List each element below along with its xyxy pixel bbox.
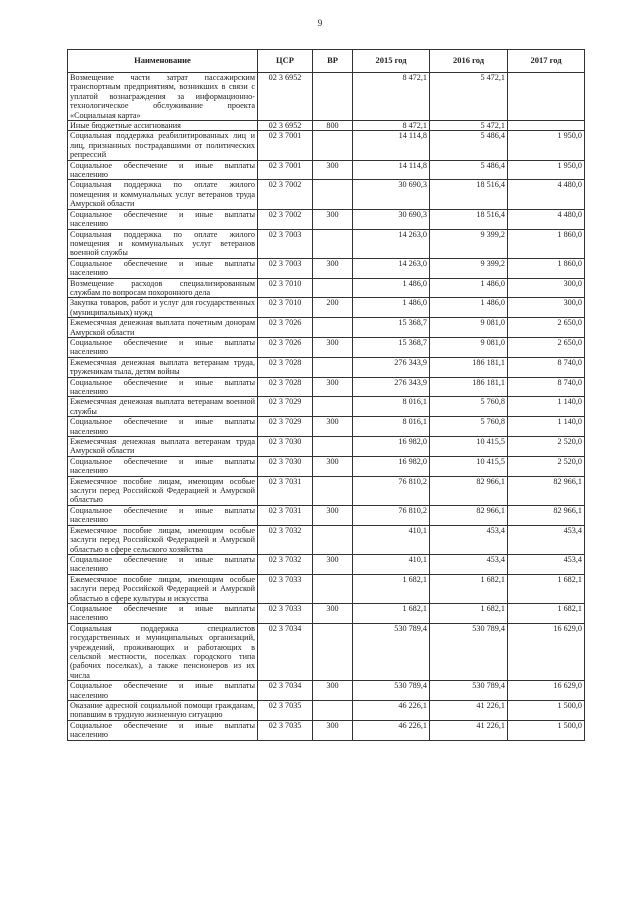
table-row <box>68 417 585 437</box>
table-row <box>68 574 585 603</box>
cell-2015: 76 810,2 <box>353 505 430 525</box>
cell-csr: 02 3 7034 <box>258 623 313 680</box>
cell-vr: 300 <box>313 505 353 525</box>
cell-csr: 02 3 7032 <box>258 525 313 554</box>
cell-2017: 2 520,0 <box>508 456 585 476</box>
cell-vr <box>313 318 353 338</box>
table-row <box>68 278 585 298</box>
cell-name: Социальное обеспечение и иные выплаты населению <box>68 160 258 180</box>
cell-vr: 200 <box>313 298 353 318</box>
cell-2016: 41 226,1 <box>430 701 508 721</box>
cell-vr: 300 <box>313 377 353 397</box>
table-body <box>68 73 585 741</box>
cell-name: Ежемесячная денежная выплата ветеранам труда, труженикам тыла, детям войны <box>68 357 258 377</box>
cell-2016: 9 081,0 <box>430 318 508 338</box>
cell-2015: 30 690,3 <box>353 180 430 209</box>
cell-name: Возмещение расходов специализированным службам по вопросам похоронного дела <box>68 278 258 298</box>
page-number: 9 <box>317 18 323 28</box>
cell-csr: 02 3 7029 <box>258 397 313 417</box>
header-vr: ВР <box>313 50 353 73</box>
cell-2017: 82 966,1 <box>508 476 585 505</box>
cell-vr: 300 <box>313 681 353 701</box>
cell-2015: 410,1 <box>353 525 430 554</box>
cell-2015: 1 486,0 <box>353 278 430 298</box>
cell-2017: 4 480,0 <box>508 209 585 229</box>
cell-name: Ежемесячная денежная выплата ветеранам военной службы <box>68 397 258 417</box>
cell-2016: 186 181,1 <box>430 377 508 397</box>
cell-csr: 02 3 7010 <box>258 278 313 298</box>
cell-2017: 1 950,0 <box>508 160 585 180</box>
table-row <box>68 337 585 357</box>
cell-2015: 8 016,1 <box>353 397 430 417</box>
cell-vr: 300 <box>313 603 353 623</box>
cell-2015: 46 226,1 <box>353 701 430 721</box>
cell-2016: 41 226,1 <box>430 720 508 740</box>
cell-2017: 300,0 <box>508 298 585 318</box>
cell-2016: 1 486,0 <box>430 278 508 298</box>
cell-csr: 02 3 7003 <box>258 229 313 258</box>
header-csr: ЦСР <box>258 50 313 73</box>
cell-2016: 186 181,1 <box>430 357 508 377</box>
cell-2017: 8 740,0 <box>508 357 585 377</box>
table-row <box>68 229 585 258</box>
cell-2017: 1 500,0 <box>508 720 585 740</box>
cell-csr: 02 3 7030 <box>258 456 313 476</box>
cell-name: Социальное обеспечение и иные выплаты населению <box>68 258 258 278</box>
cell-2015: 14 114,8 <box>353 160 430 180</box>
table-row <box>68 397 585 417</box>
table-row <box>68 476 585 505</box>
cell-name: Социальное обеспечение и иные выплаты населению <box>68 554 258 574</box>
cell-2016: 5 486,4 <box>430 131 508 160</box>
cell-2016: 82 966,1 <box>430 505 508 525</box>
cell-csr: 02 3 6952 <box>258 121 313 131</box>
cell-2015: 276 343,9 <box>353 377 430 397</box>
cell-2015: 410,1 <box>353 554 430 574</box>
cell-csr: 02 3 7033 <box>258 574 313 603</box>
cell-vr: 300 <box>313 554 353 574</box>
cell-2017 <box>508 73 585 121</box>
cell-name: Социальное обеспечение и иные выплаты населению <box>68 417 258 437</box>
cell-csr: 02 3 7028 <box>258 357 313 377</box>
cell-vr <box>313 623 353 680</box>
table-row <box>68 681 585 701</box>
cell-2015: 276 343,9 <box>353 357 430 377</box>
cell-2017: 453,4 <box>508 554 585 574</box>
cell-name: Социальная поддержка по оплате жилого помещения и коммунальных услуг ветеранов труда Амурской области <box>68 180 258 209</box>
cell-2016: 5 760,8 <box>430 397 508 417</box>
cell-vr: 300 <box>313 209 353 229</box>
cell-vr: 300 <box>313 720 353 740</box>
cell-csr: 02 3 7002 <box>258 180 313 209</box>
cell-name: Социальное обеспечение и иные выплаты населению <box>68 377 258 397</box>
cell-2017: 4 480,0 <box>508 180 585 209</box>
cell-2016: 453,4 <box>430 554 508 574</box>
cell-csr: 02 3 7026 <box>258 337 313 357</box>
cell-2016: 530 789,4 <box>430 681 508 701</box>
cell-2016: 10 415,5 <box>430 456 508 476</box>
cell-2015: 76 810,2 <box>353 476 430 505</box>
table-row <box>68 720 585 740</box>
table-row <box>68 298 585 318</box>
table-row <box>68 456 585 476</box>
cell-2017: 453,4 <box>508 525 585 554</box>
cell-2017: 2 520,0 <box>508 437 585 457</box>
cell-vr <box>313 525 353 554</box>
cell-name: Социальная поддержка по оплате жилого помещения и коммунальных услуг ветеранов военной службы <box>68 229 258 258</box>
cell-name: Иные бюджетные ассигнования <box>68 121 258 131</box>
cell-vr <box>313 357 353 377</box>
header-2016: 2016 год <box>430 50 508 73</box>
cell-vr <box>313 397 353 417</box>
cell-2017: 1 500,0 <box>508 701 585 721</box>
cell-2016: 1 486,0 <box>430 298 508 318</box>
cell-name: Социальное обеспечение и иные выплаты населению <box>68 505 258 525</box>
cell-2015: 530 789,4 <box>353 623 430 680</box>
cell-2016: 18 516,4 <box>430 209 508 229</box>
cell-2015: 1 682,1 <box>353 574 430 603</box>
cell-name: Ежемесячная денежная выплата почетным донорам Амурской области <box>68 318 258 338</box>
table-row <box>68 318 585 338</box>
table-row <box>68 160 585 180</box>
header-2017: 2017 год <box>508 50 585 73</box>
cell-name: Социальное обеспечение и иные выплаты населению <box>68 603 258 623</box>
cell-csr: 02 3 7030 <box>258 437 313 457</box>
cell-2017: 1 682,1 <box>508 574 585 603</box>
cell-vr <box>313 574 353 603</box>
cell-name: Социальная поддержка реабилитированных лиц и лиц, признанных пострадавшими от политических репрессий <box>68 131 258 160</box>
cell-vr <box>313 180 353 209</box>
cell-csr: 02 3 7034 <box>258 681 313 701</box>
cell-2016: 1 682,1 <box>430 574 508 603</box>
cell-2017: 2 650,0 <box>508 337 585 357</box>
cell-csr: 02 3 7033 <box>258 603 313 623</box>
table-row <box>68 505 585 525</box>
cell-2017: 1 860,0 <box>508 229 585 258</box>
cell-2015: 8 016,1 <box>353 417 430 437</box>
cell-vr <box>313 476 353 505</box>
cell-2016: 453,4 <box>430 525 508 554</box>
cell-name: Социальное обеспечение и иные выплаты населению <box>68 720 258 740</box>
cell-2015: 15 368,7 <box>353 337 430 357</box>
cell-2015: 1 682,1 <box>353 603 430 623</box>
cell-csr: 02 3 7010 <box>258 298 313 318</box>
cell-2017: 1 860,0 <box>508 258 585 278</box>
cell-2017: 82 966,1 <box>508 505 585 525</box>
cell-name: Социальная поддержка специалистов государственных и муниципальных организаций, учреждений, проживающих и работающих в сельской местности, поселках городского типа (рабочих поселках), а также пенсионеров из их числа <box>68 623 258 680</box>
cell-2016: 5 472,1 <box>430 73 508 121</box>
cell-csr: 02 3 6952 <box>258 73 313 121</box>
cell-2016: 10 415,5 <box>430 437 508 457</box>
cell-2015: 1 486,0 <box>353 298 430 318</box>
cell-2017: 300,0 <box>508 278 585 298</box>
cell-2015: 530 789,4 <box>353 681 430 701</box>
cell-csr: 02 3 7001 <box>258 131 313 160</box>
cell-2017: 16 629,0 <box>508 681 585 701</box>
cell-2015: 8 472,1 <box>353 73 430 121</box>
table-row <box>68 73 585 121</box>
table-row <box>68 131 585 160</box>
cell-csr: 02 3 7001 <box>258 160 313 180</box>
cell-csr: 02 3 7028 <box>258 377 313 397</box>
cell-vr <box>313 278 353 298</box>
cell-2017: 1 140,0 <box>508 397 585 417</box>
cell-2017 <box>508 121 585 131</box>
table-row <box>68 121 585 131</box>
cell-csr: 02 3 7035 <box>258 701 313 721</box>
cell-name: Оказание адресной социальной помощи гражданам, попавшим в трудную жизненную ситуацию <box>68 701 258 721</box>
cell-vr: 300 <box>313 417 353 437</box>
cell-vr <box>313 701 353 721</box>
cell-2017: 16 629,0 <box>508 623 585 680</box>
cell-name: Ежемесячное пособие лицам, имеющим особые заслуги перед Российской Федерацией и Амурской областью <box>68 476 258 505</box>
cell-vr: 300 <box>313 456 353 476</box>
cell-name: Возмещение части затрат пассажирским транспортным предприятиям, возникших в связи с уплатой вознаграждения за информационно-технологическое обслуживание проекта «Социальная карта» <box>68 73 258 121</box>
cell-2017: 2 650,0 <box>508 318 585 338</box>
cell-csr: 02 3 7026 <box>258 318 313 338</box>
cell-2015: 14 263,0 <box>353 229 430 258</box>
cell-vr: 800 <box>313 121 353 131</box>
cell-2016: 82 966,1 <box>430 476 508 505</box>
cell-name: Ежемесячная денежная выплата ветеранам труда Амурской области <box>68 437 258 457</box>
cell-2016: 5 486,4 <box>430 160 508 180</box>
cell-csr: 02 3 7002 <box>258 209 313 229</box>
cell-2015: 46 226,1 <box>353 720 430 740</box>
cell-2015: 15 368,7 <box>353 318 430 338</box>
cell-2016: 9 399,2 <box>430 258 508 278</box>
cell-vr: 300 <box>313 258 353 278</box>
cell-2016: 530 789,4 <box>430 623 508 680</box>
cell-vr: 300 <box>313 337 353 357</box>
cell-2016: 18 516,4 <box>430 180 508 209</box>
cell-2017: 8 740,0 <box>508 377 585 397</box>
cell-name: Социальное обеспечение и иные выплаты населению <box>68 209 258 229</box>
cell-vr <box>313 437 353 457</box>
table-row <box>68 180 585 209</box>
header-row <box>68 50 585 73</box>
cell-vr: 300 <box>313 160 353 180</box>
cell-2016: 5 472,1 <box>430 121 508 131</box>
cell-2017: 1 682,1 <box>508 603 585 623</box>
cell-csr: 02 3 7031 <box>258 505 313 525</box>
header-2015: 2015 год <box>353 50 430 73</box>
cell-2015: 14 114,8 <box>353 131 430 160</box>
cell-2015: 16 982,0 <box>353 437 430 457</box>
table-row <box>68 603 585 623</box>
cell-2017: 1 140,0 <box>508 417 585 437</box>
table-row <box>68 258 585 278</box>
table-row <box>68 377 585 397</box>
cell-vr <box>313 131 353 160</box>
cell-2017: 1 950,0 <box>508 131 585 160</box>
cell-2016: 1 682,1 <box>430 603 508 623</box>
table-row <box>68 437 585 457</box>
cell-name: Социальное обеспечение и иные выплаты населению <box>68 337 258 357</box>
table-row <box>68 209 585 229</box>
cell-2016: 9 081,0 <box>430 337 508 357</box>
cell-2015: 14 263,0 <box>353 258 430 278</box>
cell-name: Социальное обеспечение и иные выплаты населению <box>68 456 258 476</box>
cell-csr: 02 3 7029 <box>258 417 313 437</box>
cell-name: Закупка товаров, работ и услуг для государственных (муниципальных) нужд <box>68 298 258 318</box>
cell-csr: 02 3 7035 <box>258 720 313 740</box>
table-row <box>68 357 585 377</box>
cell-name: Ежемесячное пособие лицам, имеющим особые заслуги перед Российской Федерацией и Амурской областью в сфере культуры и искусства <box>68 574 258 603</box>
cell-name: Ежемесячное пособие лицам, имеющим особые заслуги перед Российской Федерацией и Амурской областью в сфере сельского хозяйства <box>68 525 258 554</box>
cell-vr <box>313 229 353 258</box>
cell-csr: 02 3 7032 <box>258 554 313 574</box>
table-row <box>68 525 585 554</box>
table-row <box>68 623 585 680</box>
budget-table <box>67 49 585 741</box>
cell-2015: 8 472,1 <box>353 121 430 131</box>
cell-csr: 02 3 7031 <box>258 476 313 505</box>
header-name: Наименование <box>68 50 258 73</box>
cell-vr <box>313 73 353 121</box>
table-row <box>68 701 585 721</box>
cell-2016: 5 760,8 <box>430 417 508 437</box>
cell-2016: 9 399,2 <box>430 229 508 258</box>
cell-csr: 02 3 7003 <box>258 258 313 278</box>
cell-2015: 30 690,3 <box>353 209 430 229</box>
cell-2015: 16 982,0 <box>353 456 430 476</box>
table-row <box>68 554 585 574</box>
cell-name: Социальное обеспечение и иные выплаты населению <box>68 681 258 701</box>
